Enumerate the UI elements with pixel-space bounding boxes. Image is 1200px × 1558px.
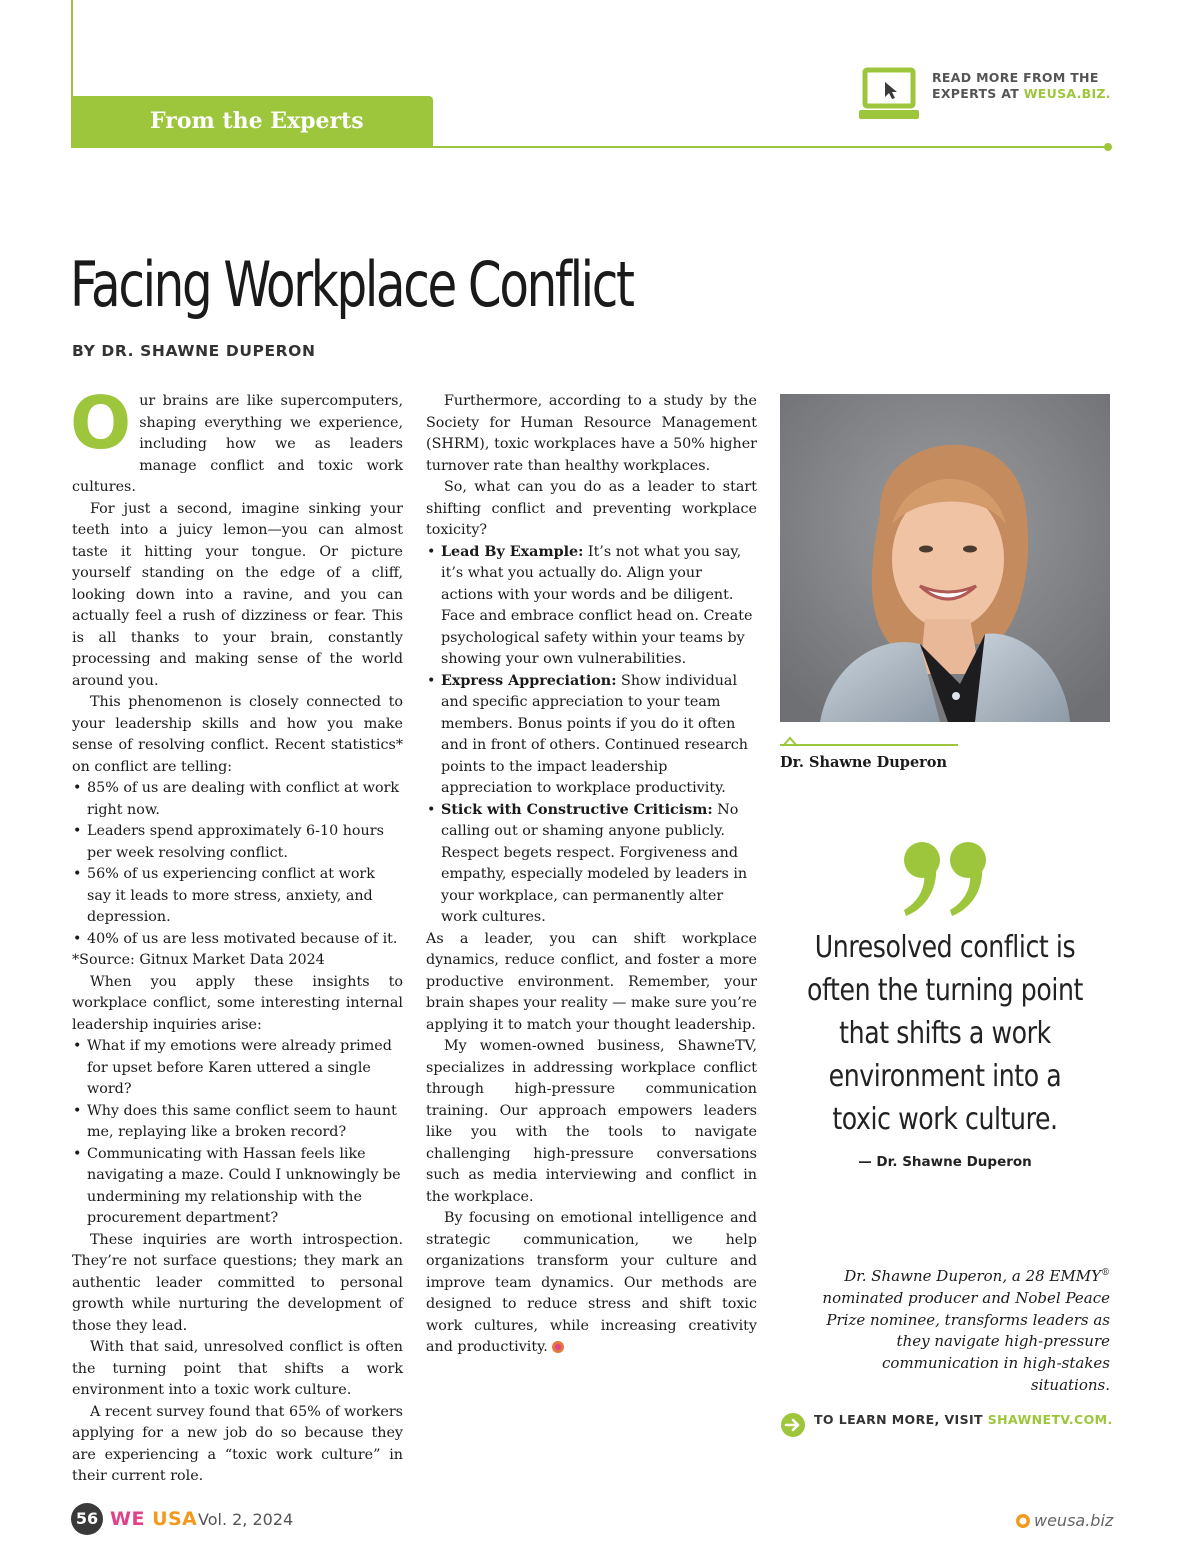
- list-item: • Communicating with Hassan feels like navigating a maze. Could I unknowingly be undermining my relationship with the procurement department?: [72, 1144, 403, 1230]
- end-mark-icon: [552, 1341, 564, 1353]
- section-label: From the Experts: [150, 108, 364, 134]
- inquiries-list: [72, 1036, 403, 1230]
- drop-cap: O: [70, 381, 132, 465]
- quote-mark-icon: [900, 838, 992, 918]
- author-photo: [780, 394, 1110, 722]
- tip-lead: Stick with Constructive Criticism:: [441, 801, 713, 818]
- intro-paragraph: Our brains are like supercomputers, shaping everything we experience, including how we as leaders manage conflict and toxic work cultures.: [70, 381, 403, 495]
- read-more-line1: READ MORE FROM THE: [932, 70, 1099, 85]
- tips-list: [426, 542, 757, 929]
- author-bio: Dr. Shawne Duperon, a 28 EMMY® nominated producer and Nobel Peace Prize nominee, transforms leaders as they navigate high-pressure communication in high-stakes situations.: [822, 1267, 1110, 1394]
- header-rule-dot: [1104, 143, 1112, 151]
- page-number: 56: [71, 1503, 103, 1535]
- header-rule: [433, 146, 1108, 148]
- article-title: Facing Workplace Conflict: [70, 248, 633, 321]
- list-item: • Leaders spend approximately 6-10 hours per week resolving conflict.: [72, 821, 403, 864]
- paragraph: With that said, unresolved conflict is often the turning point that shifts a work environment into a toxic work culture.: [72, 1339, 403, 1398]
- learn-more-link[interactable]: SHAWNETV.COM.: [987, 1412, 1113, 1427]
- paragraph: This phenomenon is closely connected to your leadership skills and how you make sense of resolving conflict. Recent statistics* on conflict are telling:: [72, 694, 403, 775]
- tip-lead: Express Appreciation:: [441, 672, 617, 689]
- magazine-brand: WE USA: [110, 1508, 198, 1530]
- paragraph: When you apply these insights to workplace conflict, some interesting internal leadership inquiries arise:: [72, 973, 403, 1033]
- list-item: • What if my emotions were already primed for upset before Karen uttered a single word?: [72, 1036, 403, 1101]
- read-more-line2: EXPERTS AT WEUSA.BIZ.: [932, 86, 1111, 101]
- paragraph: By focusing on emotional intelligence and strategic communication, we help organizations transform your culture and improve team dynamics. Our methods are designed to reduce stress and shift toxic work cultures, while increasing creativity and productivity.: [426, 1210, 757, 1355]
- tip-lead: Lead By Example:: [441, 543, 584, 560]
- paragraph: Furthermore, according to a study by the Society for Human Resource Management (SHRM), toxic workplaces have a 50% higher turnover rate than healthy workplaces.: [426, 393, 757, 474]
- learn-more: TO LEARN MORE, VISIT SHAWNETV.COM.: [814, 1412, 1113, 1427]
- list-item: • Express Appreciation: Show individual and specific appreciation to your team members. Bonus points if you do it often and in front of others. Continued research points to the impact leadership appreciation to workplace productivity.: [426, 671, 757, 800]
- paragraph: So, what can you do as a leader to start shifting conflict and preventing workplace toxicity?: [426, 479, 757, 538]
- paragraph: My women-owned business, ShawneTV, specializes in addressing workplace conflict through high-pressure communication training. Our approach empowers leaders like you with the tools to navigate challenging high-pressure conversations such as media interviewing and conflict in the workplace.: [426, 1038, 757, 1205]
- paragraph: A recent survey found that 65% of workers applying for a new job do so because they are experiencing a “toxic work culture” in their current role.: [72, 1403, 403, 1484]
- arrow-circle-icon: [780, 1412, 806, 1438]
- laptop-cursor-icon: [858, 66, 920, 122]
- issue-label: Vol. 2, 2024: [198, 1510, 294, 1529]
- caption-rule: [780, 744, 958, 746]
- header-rule-vertical: [71, 0, 73, 96]
- list-item: • 85% of us are dealing with conflict at work right now.: [72, 778, 403, 821]
- read-more-link[interactable]: WEUSA.BIZ.: [1023, 86, 1111, 101]
- stats-list: [72, 778, 403, 950]
- list-item: • Stick with Constructive Criticism: No calling out or shaming anyone publicly. Respect begets respect. Forgiveness and empathy, especially modeled by leaders in your workplace, can permanently alter work cultures.: [426, 800, 757, 929]
- article-column-1: [70, 381, 403, 1488]
- pull-quote-attribution: — Dr. Shawne Duperon: [858, 1154, 1032, 1170]
- list-item: • 56% of us experiencing conflict at work say it leads to more stress, anxiety, and depression.: [72, 864, 403, 929]
- pull-quote: Unresolved conflict is often the turning point that shifts a work environment into a toxic work culture.: [807, 930, 1083, 1137]
- list-item: • Lead By Example: It’s not what you say, it’s what you actually do. Align your actions with your words and be diligent. Face and embrace conflict head on. Create psychological safety within your teams by showing your own vulnerabilities.: [426, 542, 757, 671]
- paragraph: These inquiries are worth introspection. They’re not surface questions; they mark an authentic leader committed to personal growth while nurturing the development of those they lead.: [72, 1231, 403, 1334]
- photo-caption: Dr. Shawne Duperon: [780, 754, 948, 771]
- weusa-logo-icon: [1016, 1514, 1030, 1528]
- paragraph: For just a second, imagine sinking your teeth into a juicy lemon—you can almost taste it hitting your tongue. Or picture yourself standing on the edge of a cliff, looking down into a ravine, and you can actually feel a rush of dizziness or fear. This is all thanks to your brain, constantly processing and making sense of the world around you.: [72, 500, 403, 689]
- source-note: *Source: Gitnux Market Data 2024: [72, 952, 325, 968]
- byline: BY DR. SHAWNE DUPERON: [72, 342, 316, 360]
- list-item: • 40% of us are less motivated because of it.: [72, 929, 403, 951]
- paragraph: As a leader, you can shift workplace dynamics, reduce conflict, and foster a more productive environment. Remember, your brain shapes your reality — make sure you’re applying it to match your thought leadership.: [426, 930, 757, 1033]
- list-item: • Why does this same conflict seem to haunt me, replaying like a broken record?: [72, 1101, 403, 1144]
- read-more-note: [932, 70, 1132, 102]
- site-link[interactable]: weusa.biz: [1034, 1511, 1114, 1530]
- article-column-2: [426, 391, 757, 1359]
